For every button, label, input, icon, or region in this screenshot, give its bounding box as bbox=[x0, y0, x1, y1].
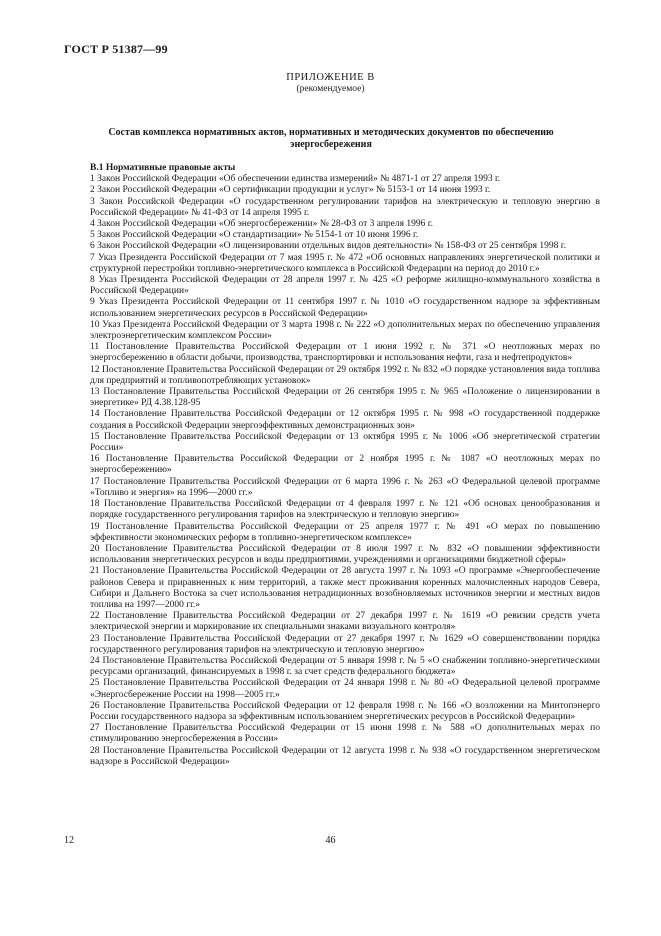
list-item bbox=[64, 197, 600, 219]
list-item bbox=[64, 544, 600, 566]
list-item-text: 15 Постановление Правительства Российской Федерации от 13 октября 1995 г. № 1006 «Об энергетической стратегии России» bbox=[90, 431, 600, 454]
list-item bbox=[64, 656, 600, 678]
list-item-text: 24 Постановление Правительства Российской Федерации от 5 января 1998 г. № 5 «О снабжении топливно-энергетическими ресурсами организаций, финансируемых в 1998 г. за счет средств федерального бюджета» bbox=[90, 655, 600, 678]
list-item bbox=[64, 454, 600, 476]
list-item bbox=[64, 185, 600, 196]
list-item-text: 26 Постановление Правительства Российской Федерации от 12 февраля 1998 г. № 166 «О возложении на Минтопэнерго России государственного надзора за эффективным использованием энергетических ресурсов в Российской Федерации» bbox=[90, 700, 600, 722]
list-item bbox=[64, 746, 600, 768]
list-item bbox=[64, 611, 600, 633]
list-item bbox=[64, 219, 600, 230]
footer-left-number: 12 bbox=[64, 835, 74, 846]
document-title: Состав комплекса нормативных актов, нормативных и методических документов по обеспечению энергосбережения bbox=[108, 127, 554, 150]
list-item-text: 22 Постановление Правительства Российской Федерации от 27 декабря 1997 г. № 1619 «О ревизии средств учета электрической энергии и маркирование их специальными знаками визуального контроля» bbox=[90, 611, 600, 633]
list-item bbox=[64, 320, 600, 342]
list-item bbox=[64, 522, 600, 544]
list-item bbox=[64, 174, 600, 185]
list-item-text: 11 Постановление Правительства Российской Федерации от 1 июня 1992 г. № 371 «О неотложных мерах по энергосбережению в области добычи, производства, транспортировки и использования нефти, газа и нефтепродуктов» bbox=[90, 342, 600, 364]
list-item-text: 14 Постановление Правительства Российской Федерации от 12 октября 1995 г. № 998 «О государственной поддержке создания в Российской Федерации энергоэффективных демонстрационных зон» bbox=[90, 409, 600, 431]
list-item-text: 19 Постановление Правительства Российской Федерации от 25 апреля 1977 г. № 491 «О мерах по повышению эффективности экономических реформ в топливно-энергетическом комплексе» bbox=[90, 521, 600, 543]
list-item bbox=[64, 365, 600, 387]
page-number: 46 bbox=[325, 835, 336, 846]
appendix-title: ПРИЛОЖЕНИЕ В bbox=[286, 72, 375, 83]
list-item-text: 10 Указ Президента Российской Федерации от 3 марта 1998 г. № 222 «О дополнительных мерах по обеспечению управления электроэнергетическим комплексом России» bbox=[90, 319, 600, 342]
list-item-text: 28 Постановление Правительства Российской Федерации от 12 августа 1998 г. № 938 «О государственном энергетическом надзоре в Российской Федерации» bbox=[90, 745, 600, 767]
section-heading: В.1 Нормативные правовые акты bbox=[90, 163, 236, 173]
document-body bbox=[90, 163, 600, 768]
list-item-text: 2 Закон Российской Федерации «О сертификации продукции и услуг» № 5153-1 от 14 июня 1993 г. bbox=[90, 185, 491, 196]
list-item-text: 13 Постановление Правительства Российской Федерации от 26 сентября 1995 г. № 965 «Положение о лицензировании в энергетике» РД 4.38.128-95 bbox=[90, 387, 600, 409]
list-item-text: 1 Закон Российской Федерации «Об обеспечении единства измерений» № 4871-1 от 27 апреля 1993 г. bbox=[90, 174, 501, 185]
list-item bbox=[64, 409, 600, 431]
list-item-text: 23 Постановление Правительства Российской Федерации от 27 декабря 1997 г. № 1629 «О совершенствовании порядка государственного регулирования тарифов на электрическую и тепловую энергию» bbox=[90, 633, 600, 655]
list-item bbox=[64, 678, 600, 700]
list-item bbox=[64, 566, 600, 611]
list-item bbox=[64, 723, 600, 745]
list-item bbox=[64, 634, 600, 656]
list-item-text: 16 Постановление Правительства Российской Федерации от 2 ноября 1995 г. № 1087 «О неотложных мерах по энергосбережению» bbox=[90, 454, 600, 476]
list-item-text: 21 Постановление Правительства Российской Федерации от 28 августа 1997 г. № 1093 «О программе «Энергообеспечение районов Севера и приравненных к ним территорий, а также мест проживания коренных малочисленных народов Севера, Сибири и Дальнего Востока за счет использования нетрадиционных возобновляемых источников энергии и местных видов топлива на 1997—2000 гг.» bbox=[90, 566, 600, 610]
legal-acts-list bbox=[90, 174, 600, 768]
list-item bbox=[64, 387, 600, 409]
list-item-text: 7 Указ Президента Российской Федерации от 7 мая 1995 г. № 472 «Об основных направлениях энергетической политики и структурной перестройки топливно-энергетического комплекса в Российской Федерации на период до 2010 г.» bbox=[90, 252, 600, 274]
list-item bbox=[64, 499, 600, 521]
list-item bbox=[64, 432, 600, 454]
list-item-text: 25 Постановление Правительства Российской Федерации от 24 января 1998 г. № 80 «О Федеральной целевой программе «Энергосбережение России на 1998—2005 гг.» bbox=[90, 678, 600, 700]
list-item-text: 18 Постановление Правительства Российской Федерации от 4 февраля 1997 г. № 121 «Об основах ценообразования и порядке государственного регулирования тарифов на электрическую и тепловую энергию» bbox=[90, 499, 600, 521]
list-item bbox=[64, 241, 600, 252]
list-item bbox=[64, 701, 600, 723]
list-item-text: 6 Закон Российской Федерации «О лицензировании отдельных видов деятельности» № 158-ФЗ от 25 сентября 1998 г. bbox=[90, 241, 566, 252]
list-item bbox=[64, 275, 600, 297]
list-item bbox=[64, 297, 600, 319]
list-item-text: 9 Указ Президента Российской Федерации от 11 сентября 1997 г. № 1010 «О государственном надзоре за эффективным использованием энергетических ресурсов в Российской Федерации» bbox=[90, 297, 600, 319]
standard-code: ГОСТ Р 51387—99 bbox=[64, 42, 168, 56]
list-item-text: 4 Закон Российской Федерации «Об энергосбережении» № 28-ФЗ от 3 апреля 1996 г. bbox=[90, 219, 433, 230]
list-item-text: 20 Постановление Правительства Российской Федерации от 8 июля 1997 г. № 832 «О повышении эффективности использования энергетических ресурсов и воды предприятиями, учреждениями и организациями бюджетной сферы» bbox=[90, 543, 600, 566]
list-item bbox=[64, 477, 600, 499]
list-item-text: 17 Постановление Правительства Российской Федерации от 6 марта 1996 г. № 263 «О Федеральной целевой программе «Топливо и энергия» на 1996—2000 гг.» bbox=[90, 476, 600, 498]
list-item-text: 27 Постановление Правительства Российской Федерации от 15 июня 1998 г. № 588 «О дополнительных мерах по стимулированию энергосбережения в России» bbox=[90, 723, 600, 745]
list-item-text: 12 Постановление Правительства Российской Федерации от 29 октября 1992 г. № 832 «О порядке установления вида топлива для предприятий и топливопотребляющих установок» bbox=[90, 364, 600, 386]
appendix-subtitle: (рекомендуемое) bbox=[296, 84, 365, 94]
list-item-text: 3 Закон Российской Федерации «О государственном регулировании тарифов на электрическую и тепловую энергию в Российской Федерации» № 41-ФЗ от 14 апреля 1995 г. bbox=[90, 196, 600, 218]
list-item bbox=[64, 230, 600, 241]
list-item bbox=[64, 342, 600, 364]
list-item-text: 8 Указ Президента Российской Федерации от 28 апреля 1997 г. № 425 «О реформе жилищно-коммунального хозяйства в Российской Федерации» bbox=[90, 275, 600, 297]
list-item-text: 5 Закон Российской Федерации «О стандартизации» № 5154-1 от 10 июня 1996 г. bbox=[90, 230, 419, 241]
list-item bbox=[64, 253, 600, 275]
